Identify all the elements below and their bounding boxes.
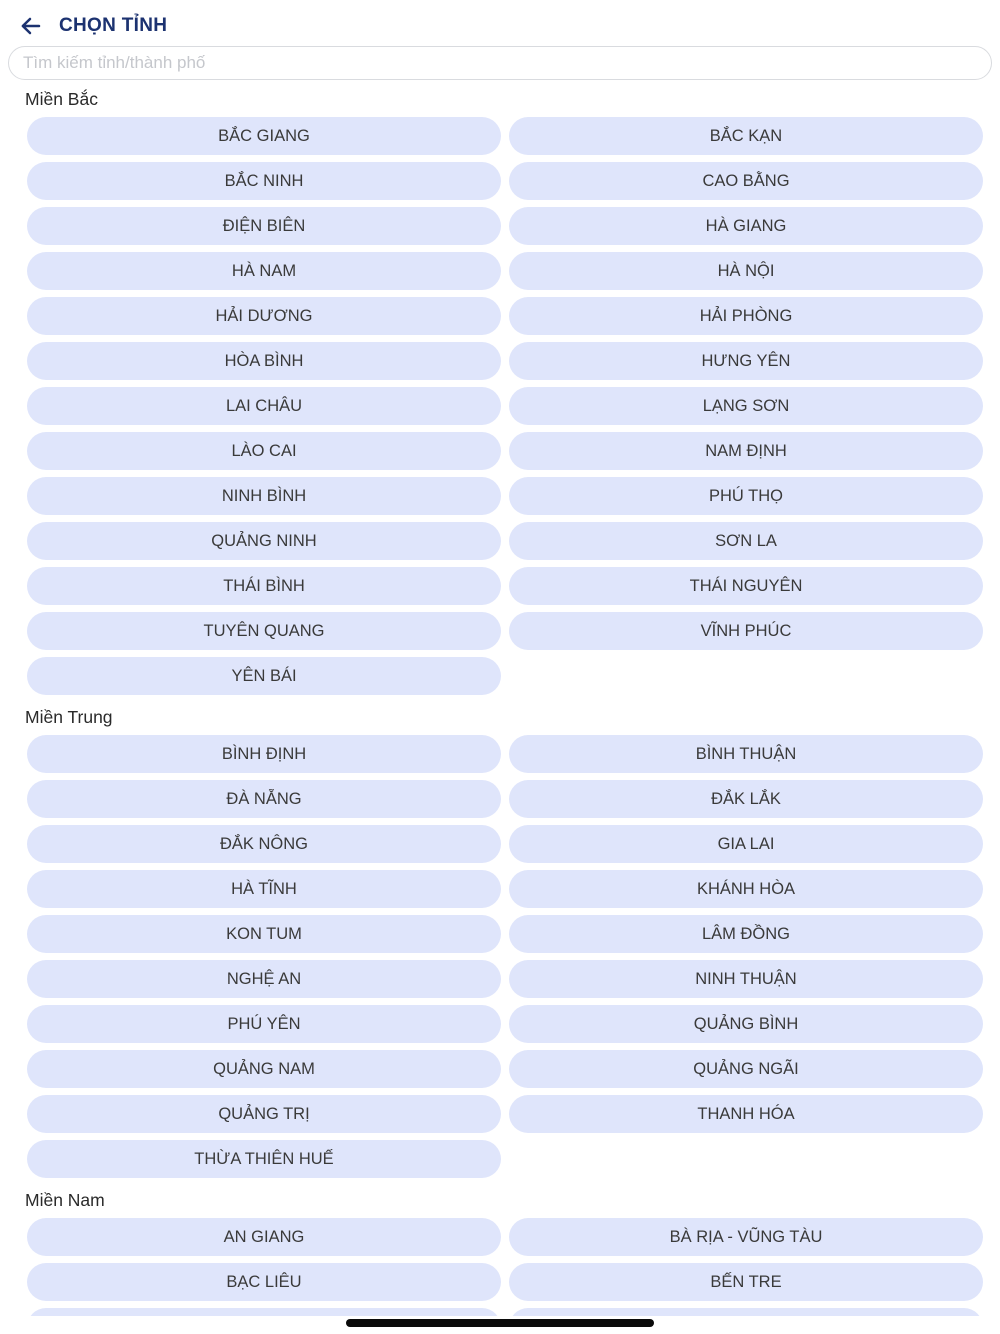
province-button[interactable]: AN GIANG (27, 1218, 501, 1256)
province-button[interactable]: THỪA THIÊN HUẾ (27, 1140, 501, 1178)
province-button[interactable]: QUẢNG NGÃI (509, 1050, 983, 1088)
region-section (27, 1190, 983, 1334)
province-button[interactable]: BẮC KẠN (509, 117, 983, 155)
province-button[interactable]: HƯNG YÊN (509, 342, 983, 380)
province-button[interactable]: THÁI NGUYÊN (509, 567, 983, 605)
search-bar (0, 42, 1000, 80)
province-button[interactable]: NINH BÌNH (27, 477, 501, 515)
province-button[interactable]: BẠC LIÊU (27, 1263, 501, 1301)
province-button[interactable]: VĨNH PHÚC (509, 612, 983, 650)
page-title: CHỌN TỈNH (59, 15, 168, 36)
province-button[interactable]: BẾN TRE (509, 1263, 983, 1301)
region-list (0, 89, 1000, 1334)
province-button[interactable]: LÂM ĐỒNG (509, 915, 983, 953)
province-button[interactable]: LÀO CAI (27, 432, 501, 470)
region-label: Miền Bắc (25, 89, 98, 109)
province-button[interactable]: KHÁNH HÒA (509, 870, 983, 908)
province-button[interactable]: HÀ NỘI (509, 252, 983, 290)
province-button[interactable]: ĐẮK LẮK (509, 780, 983, 818)
province-button[interactable]: ĐẮK NÔNG (27, 825, 501, 863)
home-indicator[interactable] (346, 1319, 654, 1327)
province-button[interactable]: ĐIỆN BIÊN (27, 207, 501, 245)
province-button[interactable]: KON TUM (27, 915, 501, 953)
province-button[interactable]: YÊN BÁI (27, 657, 501, 695)
back-arrow-icon (19, 14, 43, 38)
province-button[interactable]: NAM ĐỊNH (509, 432, 983, 470)
search-input[interactable] (8, 46, 992, 80)
province-button[interactable]: HÀ GIANG (509, 207, 983, 245)
province-button[interactable]: QUẢNG NINH (27, 522, 501, 560)
province-button[interactable]: BẮC GIANG (27, 117, 501, 155)
province-button[interactable]: QUẢNG BÌNH (509, 1005, 983, 1043)
province-button[interactable]: HÒA BÌNH (27, 342, 501, 380)
province-button[interactable]: BÌNH THUẬN (509, 735, 983, 773)
back-button[interactable] (18, 13, 44, 39)
province-button[interactable]: HẢI DƯƠNG (27, 297, 501, 335)
province-button[interactable]: HẢI PHÒNG (509, 297, 983, 335)
province-button[interactable]: THANH HÓA (509, 1095, 983, 1133)
province-button[interactable]: HÀ TĨNH (27, 870, 501, 908)
province-button[interactable]: ĐÀ NẴNG (27, 780, 501, 818)
province-button[interactable]: QUẢNG TRỊ (27, 1095, 501, 1133)
province-button[interactable]: BÌNH ĐỊNH (27, 735, 501, 773)
province-button[interactable]: NINH THUẬN (509, 960, 983, 998)
header (0, 0, 1000, 42)
province-button[interactable]: BẮC NINH (27, 162, 501, 200)
province-button[interactable]: LẠNG SƠN (509, 387, 983, 425)
region-label: Miền Nam (25, 1190, 105, 1210)
province-button[interactable]: PHÚ YÊN (27, 1005, 501, 1043)
province-button[interactable]: LAI CHÂU (27, 387, 501, 425)
province-button[interactable]: GIA LAI (509, 825, 983, 863)
province-button[interactable]: PHÚ THỌ (509, 477, 983, 515)
province-button[interactable]: SƠN LA (509, 522, 983, 560)
province-button[interactable]: THÁI BÌNH (27, 567, 501, 605)
region-section (27, 89, 983, 695)
province-button[interactable]: CAO BẰNG (509, 162, 983, 200)
province-button[interactable]: NGHỆ AN (27, 960, 501, 998)
province-button[interactable]: QUẢNG NAM (27, 1050, 501, 1088)
region-label: Miền Trung (25, 707, 113, 727)
province-button[interactable]: HÀ NAM (27, 252, 501, 290)
province-button[interactable]: BÀ RỊA - VŨNG TÀU (509, 1218, 983, 1256)
region-section (27, 707, 983, 1178)
province-grid (27, 117, 983, 695)
province-grid (27, 735, 983, 1178)
province-button[interactable]: TUYÊN QUANG (27, 612, 501, 650)
